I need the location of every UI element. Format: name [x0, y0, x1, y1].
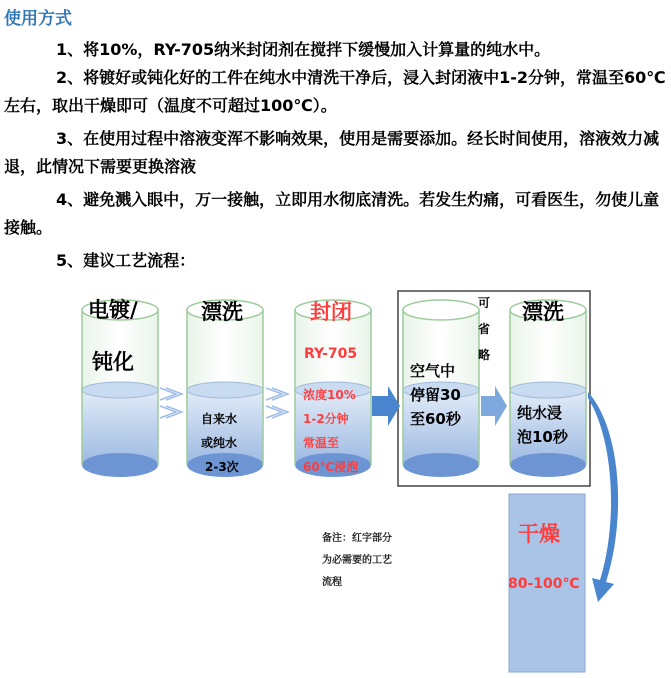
flow-arrow-1	[160, 388, 182, 418]
flow-arrow-2	[266, 388, 288, 418]
instruction-1: 1、将10%，RY-705纳米封闭剂在搅拌下缓慢加入计算量的纯水中。	[56, 40, 551, 59]
step4-line2: 停留30	[410, 386, 461, 404]
step5-line1: 纯水浸	[517, 404, 563, 422]
tank-plating	[82, 300, 158, 477]
optional-char-2: 省	[478, 322, 491, 336]
tank-rinse-2	[510, 300, 586, 477]
step2-title: 漂洗	[201, 300, 243, 324]
step3-product: RY-705	[304, 346, 358, 362]
flow-arrow-4	[481, 386, 507, 426]
step1-title-line2: 钝化	[92, 350, 134, 374]
flow-arrow-5	[588, 392, 618, 602]
step6-temp: 80-100℃	[508, 576, 580, 592]
step3-line1: 浓度10%	[303, 388, 356, 402]
flow-arrow-3	[372, 386, 400, 426]
step5-line2: 泡10秒	[517, 428, 568, 446]
instruction-2: 2、将镀好或钝化好的工件在纯水中清洗干净后，浸入封闭液中1-2分钟，常温至60℃左右，取出干燥即可（温度不可超过100℃）。	[4, 68, 666, 115]
step2-line2: 或纯水	[201, 436, 238, 450]
step6-title: 干燥	[518, 522, 560, 546]
instruction-4: 4、避免溅入眼中，万一接触，立即用水彻底清洗。若发生灼痛，可看医生，勿使儿童接触。	[4, 190, 660, 237]
step3-line4: 60℃浸泡	[303, 460, 359, 474]
step3-line3: 常温至	[303, 436, 340, 450]
step3-title: 封闭	[310, 300, 352, 324]
step1-title-line1: 电镀/	[88, 298, 138, 322]
optional-char-3: 略	[478, 348, 491, 362]
optional-char-1: 可	[478, 296, 491, 310]
section-heading: 使用方式	[4, 9, 72, 29]
step4-line3: 至60秒	[410, 410, 461, 428]
step4-line1: 空气中	[410, 362, 456, 380]
step5-title: 漂洗	[522, 300, 564, 324]
instruction-3: 3、在使用过程中溶液变浑不影响效果，使用是需要添加。经长时间使用，溶液效力减退，此情况下需要更换溶液	[4, 129, 660, 176]
instruction-5: 5、建议工艺流程：	[56, 251, 196, 270]
diagram-note: 备注：红字部分 为必需要的工艺 流程	[322, 533, 392, 588]
step3-line2: 1-2分钟	[303, 412, 349, 426]
step2-line3: 2-3次	[205, 460, 239, 474]
process-flow-diagram	[0, 270, 671, 678]
step2-line1: 自来水	[201, 412, 238, 426]
